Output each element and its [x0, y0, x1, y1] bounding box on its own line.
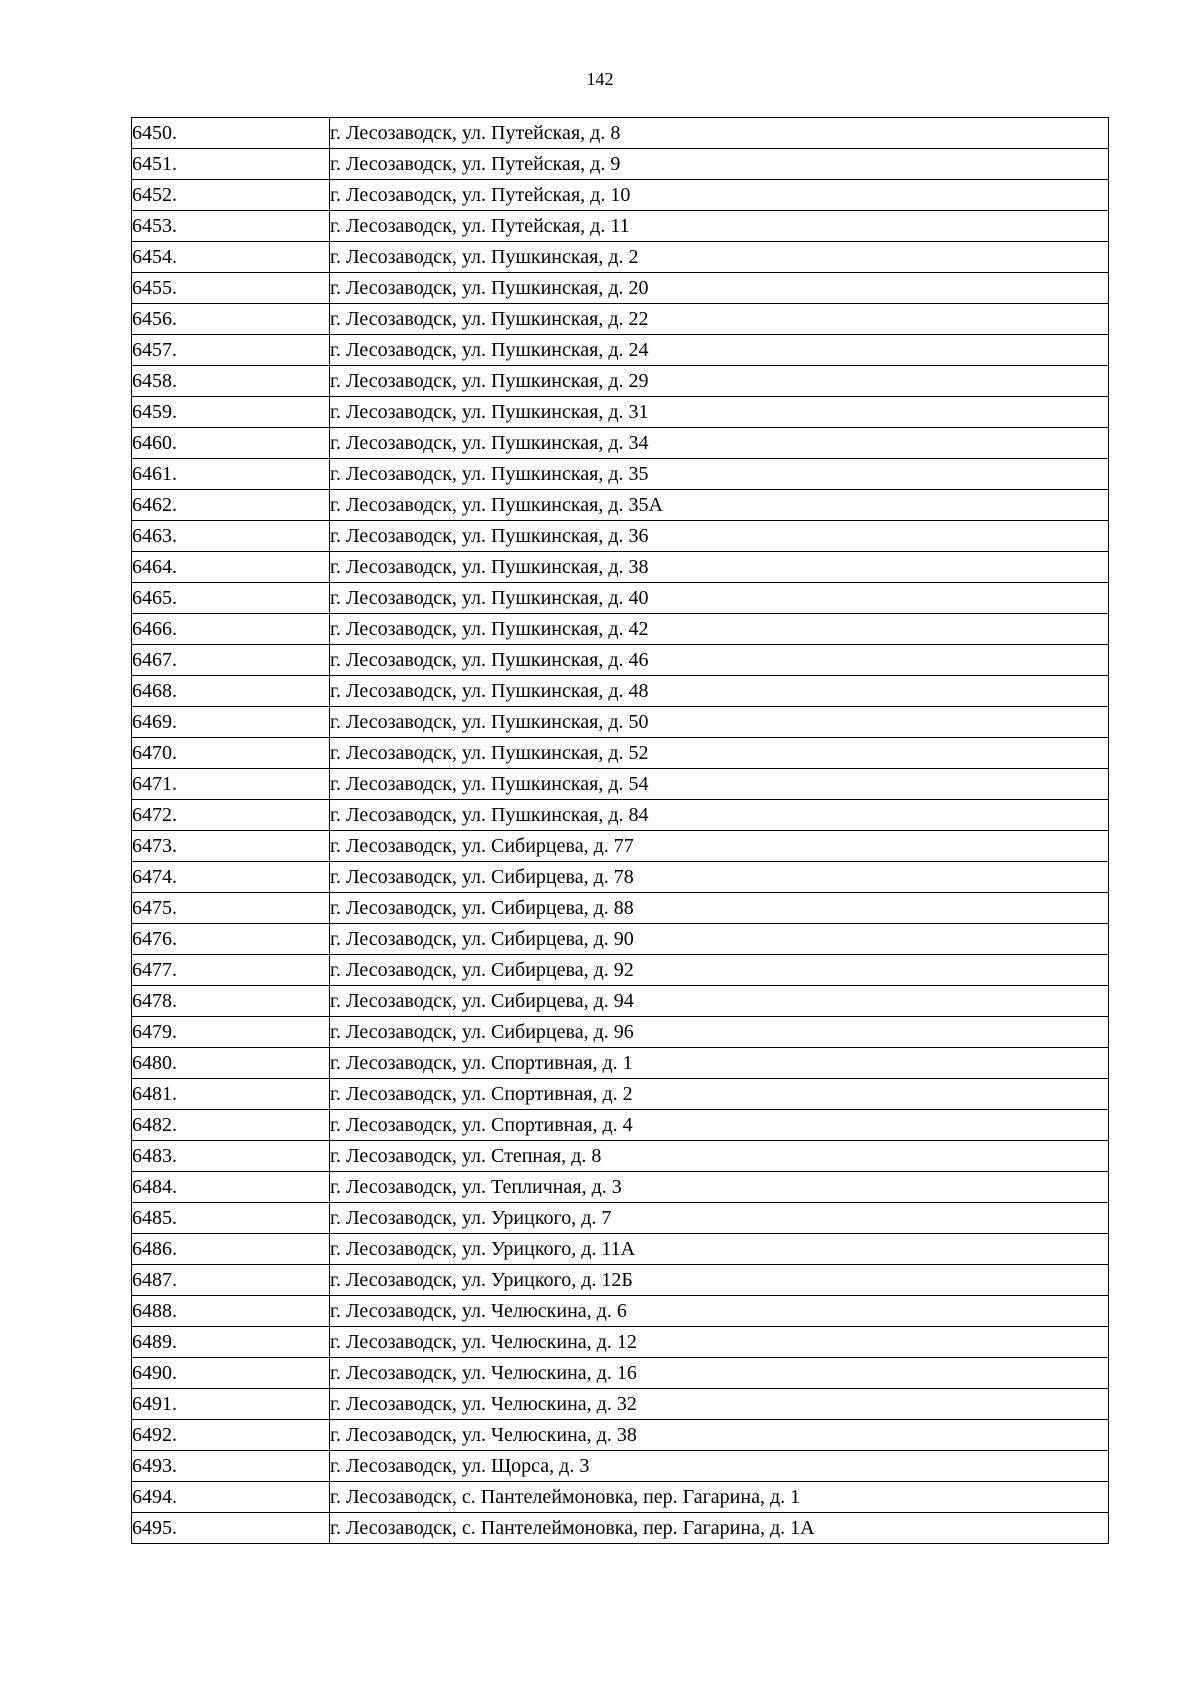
table-row: [132, 1482, 1109, 1513]
table-row: [132, 986, 1109, 1017]
table-row: [132, 304, 1109, 335]
row-number-cell: 6495.: [132, 1513, 330, 1544]
page-number: 142: [586, 69, 614, 89]
address-cell: г. Лесозаводск, ул. Урицкого, д. 11А: [330, 1234, 1109, 1265]
address-cell: г. Лесозаводск, ул. Спортивная, д. 2: [330, 1079, 1109, 1110]
address-cell: г. Лесозаводск, ул. Пушкинская, д. 22: [330, 304, 1109, 335]
table-row: [132, 645, 1109, 676]
table-row: [132, 149, 1109, 180]
address-cell: г. Лесозаводск, ул. Пушкинская, д. 46: [330, 645, 1109, 676]
table-row: [132, 738, 1109, 769]
table-row: [132, 428, 1109, 459]
address-cell: г. Лесозаводск, ул. Спортивная, д. 4: [330, 1110, 1109, 1141]
address-cell: г. Лесозаводск, ул. Челюскина, д. 32: [330, 1389, 1109, 1420]
row-number-cell: 6451.: [132, 149, 330, 180]
table-row: [132, 273, 1109, 304]
address-cell: г. Лесозаводск, ул. Пушкинская, д. 35А: [330, 490, 1109, 521]
table-row: [132, 1048, 1109, 1079]
address-cell: г. Лесозаводск, ул. Пушкинская, д. 42: [330, 614, 1109, 645]
row-number-cell: 6489.: [132, 1327, 330, 1358]
address-cell: г. Лесозаводск, ул. Пушкинская, д. 50: [330, 707, 1109, 738]
row-number-cell: 6479.: [132, 1017, 330, 1048]
row-number-cell: 6460.: [132, 428, 330, 459]
table-row: [132, 831, 1109, 862]
table-row: [132, 1327, 1109, 1358]
row-number-cell: 6481.: [132, 1079, 330, 1110]
table-row: [132, 366, 1109, 397]
row-number-cell: 6464.: [132, 552, 330, 583]
address-cell: г. Лесозаводск, ул. Челюскина, д. 12: [330, 1327, 1109, 1358]
table-row: [132, 1172, 1109, 1203]
address-cell: г. Лесозаводск, ул. Сибирцева, д. 78: [330, 862, 1109, 893]
row-number-cell: 6494.: [132, 1482, 330, 1513]
row-number-cell: 6465.: [132, 583, 330, 614]
row-number-cell: 6458.: [132, 366, 330, 397]
table-row: [132, 397, 1109, 428]
row-number-cell: 6486.: [132, 1234, 330, 1265]
row-number-cell: 6477.: [132, 955, 330, 986]
table-row: [132, 242, 1109, 273]
table-row: [132, 769, 1109, 800]
address-cell: г. Лесозаводск, ул. Путейская, д. 8: [330, 118, 1109, 149]
row-number-cell: 6454.: [132, 242, 330, 273]
row-number-cell: 6469.: [132, 707, 330, 738]
address-cell: г. Лесозаводск, ул. Сибирцева, д. 77: [330, 831, 1109, 862]
row-number-cell: 6484.: [132, 1172, 330, 1203]
table-row: [132, 707, 1109, 738]
row-number-cell: 6493.: [132, 1451, 330, 1482]
table-row: [132, 1234, 1109, 1265]
address-table-body: [132, 118, 1109, 1544]
address-cell: г. Лесозаводск, ул. Пушкинская, д. 38: [330, 552, 1109, 583]
row-number-cell: 6450.: [132, 118, 330, 149]
table-row: [132, 924, 1109, 955]
address-cell: г. Лесозаводск, ул. Пушкинская, д. 34: [330, 428, 1109, 459]
row-number-cell: 6471.: [132, 769, 330, 800]
address-cell: г. Лесозаводск, ул. Пушкинская, д. 52: [330, 738, 1109, 769]
row-number-cell: 6455.: [132, 273, 330, 304]
table-row: [132, 490, 1109, 521]
table-row: [132, 614, 1109, 645]
address-cell: г. Лесозаводск, ул. Пушкинская, д. 40: [330, 583, 1109, 614]
row-number-cell: 6461.: [132, 459, 330, 490]
row-number-cell: 6490.: [132, 1358, 330, 1389]
table-row: [132, 1203, 1109, 1234]
table-row: [132, 862, 1109, 893]
address-cell: г. Лесозаводск, с. Пантелеймоновка, пер. Гагарина, д. 1А: [330, 1513, 1109, 1544]
row-number-cell: 6457.: [132, 335, 330, 366]
address-cell: г. Лесозаводск, ул. Спортивная, д. 1: [330, 1048, 1109, 1079]
table-row: [132, 1358, 1109, 1389]
address-cell: г. Лесозаводск, ул. Челюскина, д. 16: [330, 1358, 1109, 1389]
table-row: [132, 211, 1109, 242]
address-cell: г. Лесозаводск, ул. Челюскина, д. 38: [330, 1420, 1109, 1451]
table-row: [132, 1110, 1109, 1141]
row-number-cell: 6487.: [132, 1265, 330, 1296]
row-number-cell: 6473.: [132, 831, 330, 862]
address-cell: г. Лесозаводск, ул. Пушкинская, д. 31: [330, 397, 1109, 428]
table-row: [132, 1079, 1109, 1110]
table-row: [132, 1141, 1109, 1172]
row-number-cell: 6470.: [132, 738, 330, 769]
row-number-cell: 6456.: [132, 304, 330, 335]
address-cell: г. Лесозаводск, ул. Пушкинская, д. 20: [330, 273, 1109, 304]
address-cell: г. Лесозаводск, ул. Путейская, д. 10: [330, 180, 1109, 211]
table-row: [132, 1420, 1109, 1451]
row-number-cell: 6478.: [132, 986, 330, 1017]
address-cell: г. Лесозаводск, с. Пантелеймоновка, пер. Гагарина, д. 1: [330, 1482, 1109, 1513]
row-number-cell: 6474.: [132, 862, 330, 893]
table-row: [132, 1389, 1109, 1420]
row-number-cell: 6462.: [132, 490, 330, 521]
row-number-cell: 6491.: [132, 1389, 330, 1420]
row-number-cell: 6475.: [132, 893, 330, 924]
table-row: [132, 583, 1109, 614]
address-table: [131, 117, 1109, 1544]
table-row: [132, 552, 1109, 583]
row-number-cell: 6482.: [132, 1110, 330, 1141]
table-row: [132, 1017, 1109, 1048]
row-number-cell: 6453.: [132, 211, 330, 242]
address-cell: г. Лесозаводск, ул. Сибирцева, д. 88: [330, 893, 1109, 924]
table-row: [132, 118, 1109, 149]
row-number-cell: 6492.: [132, 1420, 330, 1451]
address-cell: г. Лесозаводск, ул. Тепличная, д. 3: [330, 1172, 1109, 1203]
address-cell: г. Лесозаводск, ул. Пушкинская, д. 48: [330, 676, 1109, 707]
row-number-cell: 6468.: [132, 676, 330, 707]
address-cell: г. Лесозаводск, ул. Челюскина, д. 6: [330, 1296, 1109, 1327]
address-cell: г. Лесозаводск, ул. Урицкого, д. 12Б: [330, 1265, 1109, 1296]
row-number-cell: 6467.: [132, 645, 330, 676]
row-number-cell: 6483.: [132, 1141, 330, 1172]
row-number-cell: 6476.: [132, 924, 330, 955]
table-row: [132, 1451, 1109, 1482]
row-number-cell: 6472.: [132, 800, 330, 831]
address-cell: г. Лесозаводск, ул. Щорса, д. 3: [330, 1451, 1109, 1482]
row-number-cell: 6452.: [132, 180, 330, 211]
table-row: [132, 1296, 1109, 1327]
table-row: [132, 459, 1109, 490]
address-cell: г. Лесозаводск, ул. Степная, д. 8: [330, 1141, 1109, 1172]
address-cell: г. Лесозаводск, ул. Урицкого, д. 7: [330, 1203, 1109, 1234]
address-cell: г. Лесозаводск, ул. Пушкинская, д. 2: [330, 242, 1109, 273]
table-row: [132, 676, 1109, 707]
table-row: [132, 800, 1109, 831]
row-number-cell: 6463.: [132, 521, 330, 552]
table-row: [132, 955, 1109, 986]
address-cell: г. Лесозаводск, ул. Сибирцева, д. 90: [330, 924, 1109, 955]
table-row: [132, 1513, 1109, 1544]
address-cell: г. Лесозаводск, ул. Пушкинская, д. 84: [330, 800, 1109, 831]
row-number-cell: 6459.: [132, 397, 330, 428]
row-number-cell: 6466.: [132, 614, 330, 645]
table-row: [132, 521, 1109, 552]
row-number-cell: 6485.: [132, 1203, 330, 1234]
address-cell: г. Лесозаводск, ул. Сибирцева, д. 96: [330, 1017, 1109, 1048]
table-row: [132, 180, 1109, 211]
address-cell: г. Лесозаводск, ул. Путейская, д. 11: [330, 211, 1109, 242]
address-cell: г. Лесозаводск, ул. Путейская, д. 9: [330, 149, 1109, 180]
address-cell: г. Лесозаводск, ул. Пушкинская, д. 35: [330, 459, 1109, 490]
row-number-cell: 6480.: [132, 1048, 330, 1079]
table-row: [132, 1265, 1109, 1296]
table-row: [132, 335, 1109, 366]
table-row: [132, 893, 1109, 924]
address-cell: г. Лесозаводск, ул. Пушкинская, д. 54: [330, 769, 1109, 800]
address-cell: г. Лесозаводск, ул. Пушкинская, д. 29: [330, 366, 1109, 397]
address-cell: г. Лесозаводск, ул. Пушкинская, д. 36: [330, 521, 1109, 552]
row-number-cell: 6488.: [132, 1296, 330, 1327]
address-cell: г. Лесозаводск, ул. Сибирцева, д. 92: [330, 955, 1109, 986]
address-cell: г. Лесозаводск, ул. Пушкинская, д. 24: [330, 335, 1109, 366]
address-cell: г. Лесозаводск, ул. Сибирцева, д. 94: [330, 986, 1109, 1017]
